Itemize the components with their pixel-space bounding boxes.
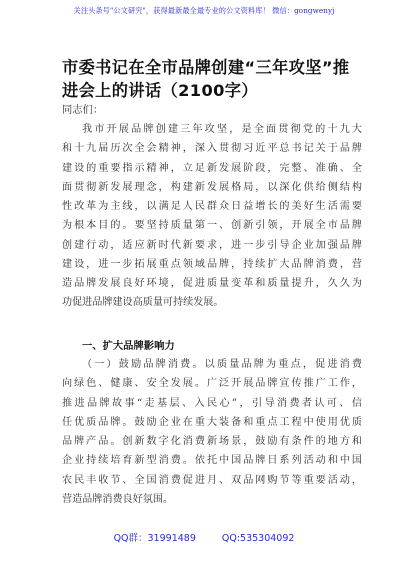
footer-contact [0,530,408,544]
paragraph-1-line: 为根本目的。要坚持质量第一、创新引领，开展全市品牌 [62,220,362,232]
paragraph-1-line: 和十九届历次全会精神，深入贯彻习近平总书记关于品牌 [62,143,362,155]
paragraph-2-line: 推进品牌故事“走基层、入民心”，引导消费者认可、信 [62,397,362,409]
paragraph-2-line: 农民丰收节、全国消费促进月、双品网购节等重要活动， [62,474,362,486]
paragraph-1-line: 创建行动，适应新时代新要求，进一步引导企业加强品牌 [62,239,362,251]
footer-qq-number: QQ:535304092 [221,533,295,544]
paragraph-1-line: 建设的重要指示精神，立足新发展阶段，完整、准确、全 [62,162,362,174]
paragraph-1-line: 建设，进一步拓展重点领域品牌，持续扩大品牌消费，营 [62,258,362,270]
paragraph-2-line: 任优质品牌。鼓励企业在重大装备和重点工程中使用优质 [62,416,362,428]
paragraph-1 [62,120,362,313]
paragraph-1-line: 造品牌发展良好环境，促进质量变革和质量提升，久久为 [62,278,362,289]
paragraph-1-line: 我市开展品牌创建三年攻坚，是全面贯彻党的十九大 [82,124,362,135]
document-title [62,56,362,102]
title-line-2: 进会上的讲话（2100字） [62,81,258,100]
paragraph-2 [62,355,362,509]
title-line-1: 市委书记在全市品牌创建“三年攻坚”推 [62,58,350,77]
header-banner: 关注头条号"公文研究"，获得最新最全最专业的公文资料库！ 微信：gongwenyj [73,6,335,15]
paragraph-2-line: 品牌产品。创新数字化消费新场景，鼓励有条件的地方和 [62,436,362,447]
footer-qq-group: QQ群：31991489 [113,533,196,544]
paragraph-2-line: （一）鼓励品牌消费。以质量品牌为重点，促进消费 [82,359,362,370]
paragraph-1-line: 性改革为主线，以满足人民群众日益增长的美好生活需要 [62,201,362,212]
paragraph-1-line: 功促进品牌建设高质量可持续发展。 [62,297,224,309]
paragraph-1-line: 面贯彻新发展理念，构建新发展格局，以深化供给侧结构 [62,181,362,193]
paragraph-2-line: 营造品牌消费良好氛围。 [62,493,174,505]
paragraph-2-line: 向绿色、健康、安全发展。广泛开展品牌宣传推广工作， [62,378,362,390]
section-heading: 一、扩大品牌影响力 [82,340,175,352]
greeting: 同志们： [62,104,104,116]
paragraph-2-line: 企业持续培育新型消费。依托中国品牌日系列活动和中国 [62,455,362,467]
